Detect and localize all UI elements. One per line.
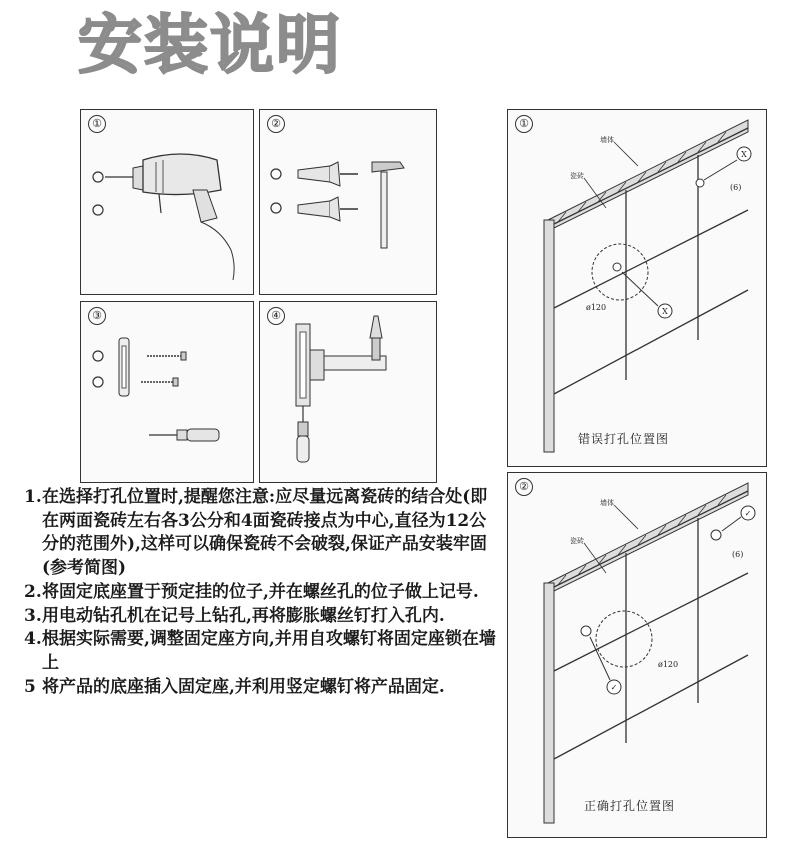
- diagram-caption: 正确打孔位置图: [584, 799, 676, 813]
- instruction-steps: [24, 486, 502, 699]
- instruction-step: [24, 581, 502, 605]
- instruction-step: [24, 486, 502, 581]
- instruction-step: [24, 676, 502, 700]
- wrong-mark: X: [662, 307, 668, 316]
- wall-label: 墙体: [600, 136, 614, 144]
- step-number: 5: [24, 676, 36, 697]
- circle-diameter-label: ø120: [658, 660, 679, 669]
- diagram-caption: 错误打孔位置图: [578, 432, 670, 446]
- wrong-mark: X: [741, 150, 747, 159]
- panel-number: ④: [267, 307, 285, 325]
- anchors-hammer-illustration: [260, 110, 436, 294]
- panel-number: ②: [267, 115, 285, 133]
- diagram-number: ①: [515, 115, 533, 133]
- step-number: 2.: [24, 581, 42, 602]
- diagram-number: ②: [515, 478, 533, 496]
- step-panel-drill: [80, 109, 254, 295]
- screws-illustration: [81, 302, 253, 482]
- page-title: 安装说明: [78, 9, 342, 83]
- panel-number: ③: [88, 307, 106, 325]
- step-text: 将固定底座置于预定挂的位子,并在螺丝孔的位子做上记号.: [42, 581, 479, 602]
- step-panel-bracket: [259, 301, 437, 483]
- tile-label: 瓷砖: [570, 537, 584, 545]
- step-number: 3.: [24, 605, 42, 626]
- panel-number: ①: [88, 115, 106, 133]
- diagram-wrong-hole-position: [507, 109, 767, 467]
- dimension-label: (6): [732, 550, 744, 559]
- right-mark: ✓: [744, 509, 752, 518]
- step-text: 将产品的底座插入固定座,并利用竖定螺钉将产品固定.: [42, 676, 445, 697]
- step-text: 根据实际需要,调整固定座方向,并用自攻螺钉将固定座锁在墙上: [42, 629, 496, 673]
- diagram-correct-hole-position: [507, 472, 767, 838]
- bracket-illustration: [260, 302, 436, 482]
- instruction-step: [24, 628, 502, 675]
- circle-diameter-label: ø120: [586, 303, 607, 312]
- drill-illustration: [81, 110, 253, 294]
- step-number: 4.: [24, 629, 42, 650]
- wall-tile-diagram-wrong: [508, 110, 766, 466]
- step-panel-anchors: [259, 109, 437, 295]
- tile-label: 瓷砖: [570, 172, 584, 180]
- step-text: 用电动钻孔机在记号上钻孔,再将膨胀螺丝钉打入孔内.: [42, 605, 445, 626]
- wall-label: 墙体: [600, 499, 614, 507]
- instruction-step: [24, 605, 502, 629]
- step-text: 在选择打孔位置时,提醒您注意:应尽量远离瓷砖的结合处(即在两面瓷砖左右各3公分和4面瓷砖接点为中心,直径为12公分的范围外),这样可以确保瓷砖不会破裂,保证产品安装牢固(参考简图): [42, 487, 488, 579]
- right-mark: ✓: [610, 683, 618, 692]
- step-number: 1.: [24, 487, 42, 507]
- step-panel-screws: [80, 301, 254, 483]
- dimension-label: (6): [730, 183, 742, 192]
- wall-tile-diagram-correct: [508, 473, 766, 837]
